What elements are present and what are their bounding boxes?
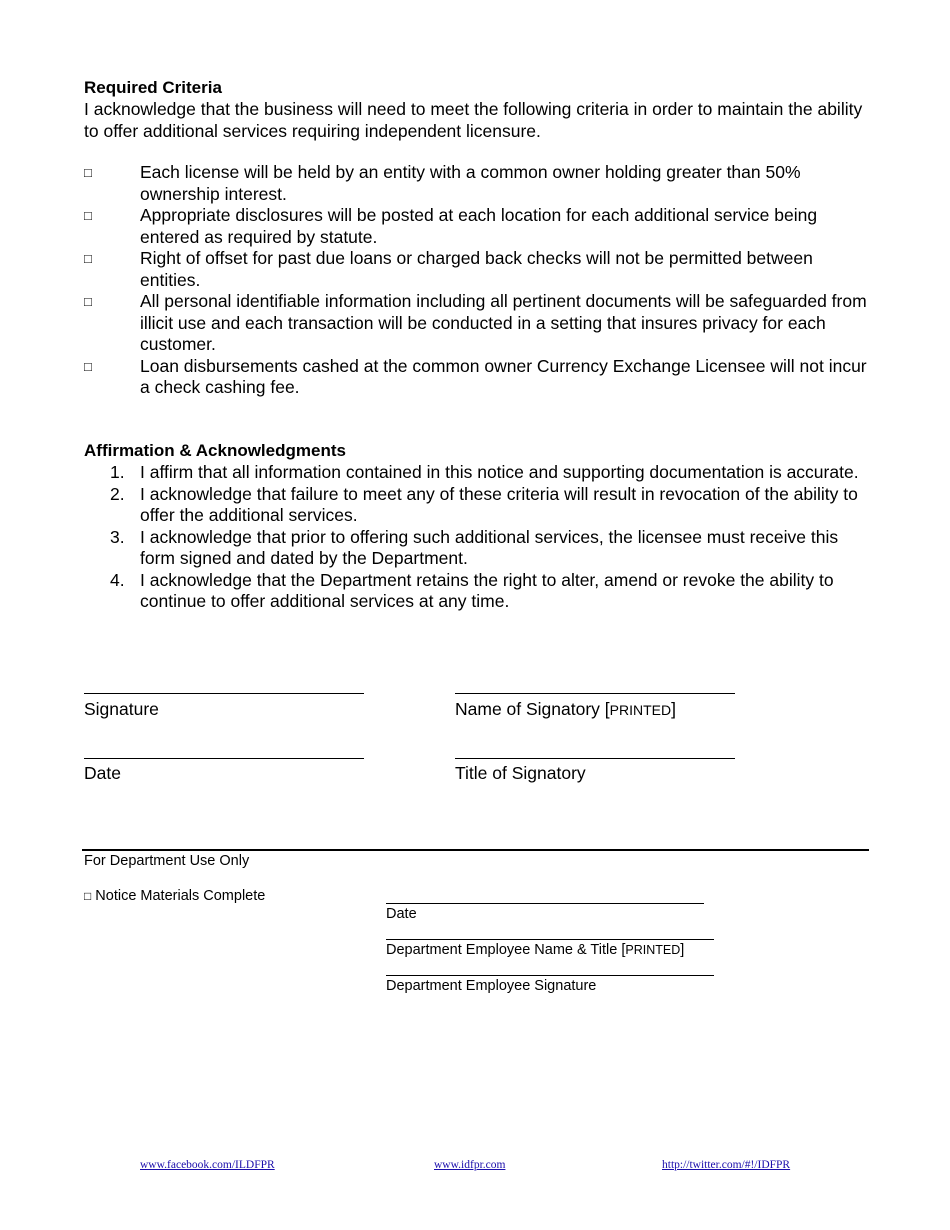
section-divider [82,849,869,851]
signatory-name-text: Name of Signatory [ [455,699,610,719]
criteria-item [84,356,874,399]
checkbox-icon[interactable]: □ [84,294,92,309]
affirmation-text: I acknowledge that the Department retains the right to alter, amend or revoke the ability to continue to offer additional services at any time. [140,569,834,611]
criteria-text: Each license will be held by an entity with a common owner holding greater than 50% ownership interest. [140,162,801,204]
department-date-line[interactable] [386,903,704,904]
signatory-title-line[interactable] [455,758,735,759]
department-use-heading: For Department Use Only [84,853,250,869]
criteria-item [84,248,874,291]
printed-tag: PRINTED [625,943,681,957]
criteria-text: All personal identifiable information including all pertinent documents will be safeguarded from illicit use and each transaction will be conducted in a setting that insures privacy for each customer. [140,291,867,354]
checkbox-icon[interactable]: □ [84,208,92,223]
employee-signature-line[interactable] [386,975,714,976]
department-date-label: Date [386,906,417,922]
criteria-item [84,162,874,205]
printed-tag: PRINTED [609,702,672,718]
bracket-close: ] [680,942,685,958]
bracket-close: ] [671,699,676,719]
date-label: Date [84,763,121,783]
affirmation-list [84,462,874,613]
affirmation-text: I affirm that all information contained in this notice and supporting documentation is accurate. [140,462,859,482]
signatory-title-label: Title of Signatory [455,763,586,783]
date-line[interactable] [84,758,364,759]
required-criteria-intro: I acknowledge that the business will need to meet the following criteria in order to maintain the ability to offer additional services requiring independent licensure. [84,99,863,141]
facebook-link[interactable]: www.facebook.com/ILDFPR [140,1159,275,1171]
criteria-item [84,291,874,356]
affirmation-text: I acknowledge that failure to meet any of these criteria will result in revocation of the ability to offer the additional services. [140,483,858,525]
checkbox-icon[interactable]: □ [84,889,92,903]
signatory-name-label [455,699,676,720]
employee-name-line[interactable] [386,939,714,940]
criteria-list [84,162,874,399]
twitter-link[interactable]: http://twitter.com/#!/IDFPR [662,1159,791,1171]
affirmation-item [84,527,874,570]
affirmation-item [84,484,874,527]
employee-signature-label: Department Employee Signature [386,978,597,994]
required-criteria-heading: Required Criteria [84,78,222,97]
affirmation-number: 3. [110,526,125,547]
signature-line[interactable] [84,693,364,694]
criteria-item [84,205,874,248]
criteria-text: Loan disbursements cashed at the common owner Currency Exchange Licensee will not incur a check cashing fee. [140,355,867,397]
employee-name-text: Department Employee Name & Title [ [386,942,626,958]
affirmation-item [84,462,874,484]
affirmation-heading: Affirmation & Acknowledgments [84,441,346,460]
signature-label: Signature [84,699,159,719]
checkbox-icon[interactable]: □ [84,358,92,374]
signatory-name-line[interactable] [455,693,735,694]
checkbox-icon[interactable]: □ [84,251,92,266]
criteria-text: Right of offset for past due loans or charged back checks will not be permitted between entities. [140,248,813,290]
checkbox-icon[interactable]: □ [84,165,92,180]
notice-materials-complete[interactable] [84,888,265,904]
employee-name-label [386,942,684,958]
affirmation-item [84,570,874,613]
affirmation-text: I acknowledge that prior to offering such additional services, the licensee must receive this form signed and dated by the Department. [140,526,839,568]
notice-materials-label: Notice Materials Complete [95,888,266,904]
affirmation-number: 1. [110,462,125,482]
criteria-text: Appropriate disclosures will be posted at each location for each additional service being entered as required by statute. [140,205,818,247]
affirmation-number: 4. [110,569,125,590]
affirmation-number: 2. [110,483,125,504]
website-link[interactable]: www.idfpr.com [434,1159,506,1171]
